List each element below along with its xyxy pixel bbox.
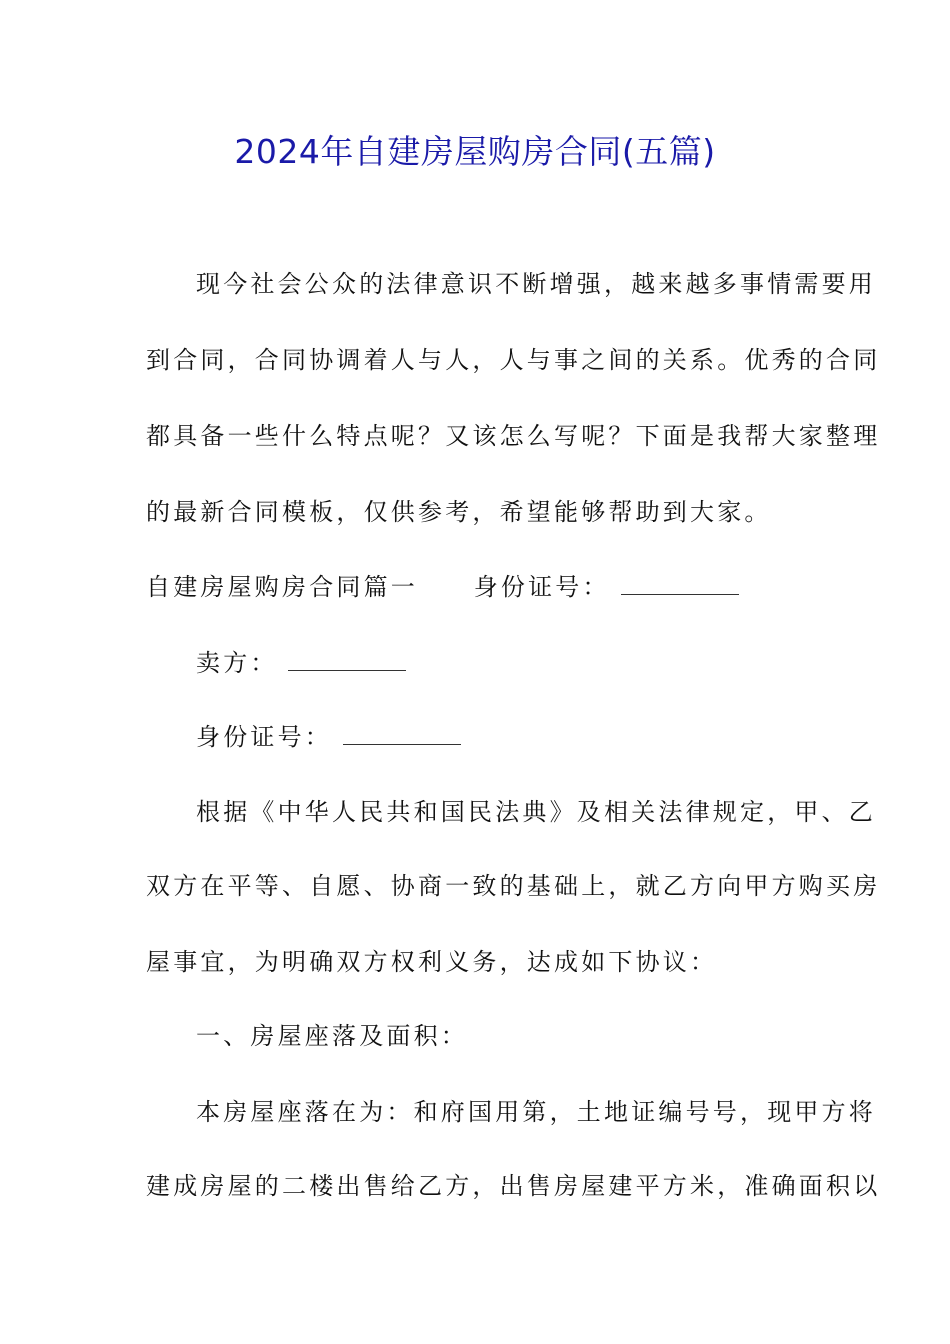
id-blank-1 (621, 570, 739, 595)
id-blank-2 (343, 720, 461, 745)
intro-line-2: 到合同，合同协调着人与人，人与事之间的关系。优秀的合同 (146, 346, 881, 374)
seller-blank (288, 646, 406, 671)
section-heading: 自建房屋购房合同篇一 (146, 573, 418, 601)
intro-line-1: 现今社会公众的法律意识不断增强，越来越多事情需要用 (196, 270, 876, 298)
document-title: 2024年自建房屋购房合同(五篇) (234, 132, 716, 171)
seller-line (196, 646, 406, 679)
id-label-1: 身份证号： (473, 573, 610, 601)
clause-1-heading: 一、房屋座落及面积： (196, 1022, 468, 1050)
section-heading-line (146, 570, 739, 603)
clause-1-line-1: 本房屋座落在为：和府国用第，土地证编号号，现甲方将 (196, 1098, 876, 1126)
intro-line-3: 都具备一些什么特点呢？又该怎么写呢？下面是我帮大家整理 (146, 422, 881, 450)
clause-1-line-2: 建成房屋的二楼出售给乙方，出售房屋建平方米，准确面积以 (146, 1172, 881, 1200)
basis-line-2: 双方在平等、自愿、协商一致的基础上，就乙方向甲方购买房 (146, 872, 881, 900)
id-label-2: 身份证号： (196, 723, 332, 751)
seller-label: 卖方： (196, 649, 278, 677)
basis-line-1: 根据《中华人民共和国民法典》及相关法律规定，甲、乙 (196, 798, 876, 826)
basis-line-3: 屋事宜，为明确双方权利义务，达成如下协议： (146, 948, 718, 976)
intro-line-4: 的最新合同模板，仅供参考，希望能够帮助到大家。 (146, 498, 772, 526)
id-line-2 (196, 720, 461, 753)
